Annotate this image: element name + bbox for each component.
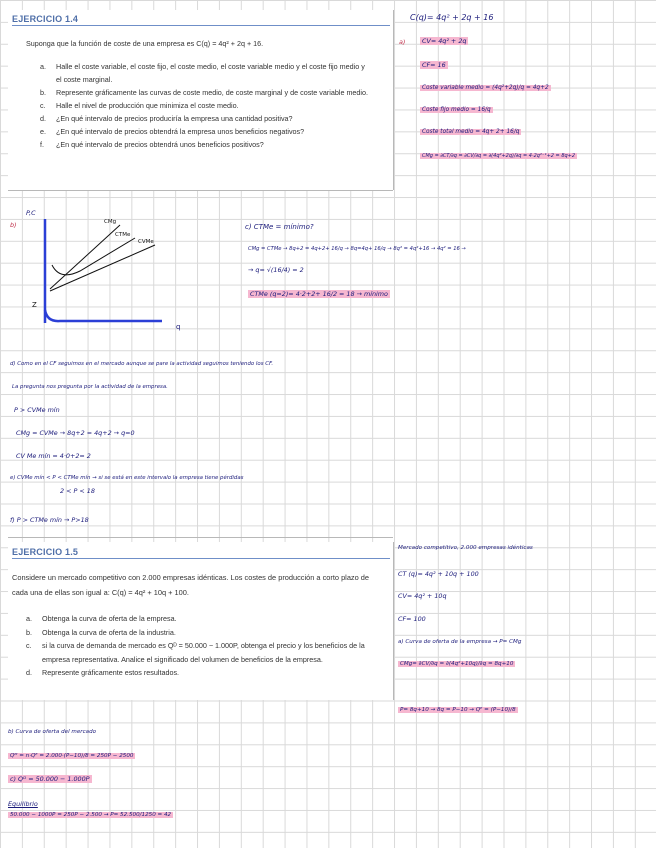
graph-b-label: b) — [10, 221, 17, 229]
ex15-item-a: a. Obtenga la curva de oferta de la empresa. — [26, 614, 177, 623]
ex14-right-rule — [393, 10, 394, 190]
ex15-top-rule — [8, 537, 393, 538]
notes14-cmg: CMg = ∂CT/∂q = ∂CV/∂q = ∂(4q²+2q)/∂q = 4·2q²⁻¹+2 = 8q+2 — [422, 153, 576, 159]
part-b15-title: b) Curva de oferta del mercado — [8, 729, 97, 735]
graph-x-label: q — [176, 323, 181, 331]
graph-cmg-label: CMg — [104, 219, 117, 225]
part-d-line2: La pregunta nos pregunta por la actividad de la empresa. — [12, 384, 168, 390]
x-axis — [45, 310, 162, 321]
notes15-p: P= 8q+10 → 8q = P−10 → Qᴱ = (P−10)/8 — [400, 707, 516, 713]
ex14-item-d: d. ¿En qué intervalo de precios produciría la empresa una cantidad positiva? — [40, 114, 293, 123]
part-e-line2: 2 < P < 18 — [60, 487, 95, 495]
graph-y-label: P,C — [26, 209, 36, 217]
ex15-item-c: c. si la curva de demanda de mercado es Qᴰ = 50.000 − 1.000P, obtenga el precio y los beneficios de la empresa representativa. Analice el significado del volumen de beneficios de la empresa. — [26, 641, 365, 664]
ex14-item-e: e. ¿En qué intervalo de precios obtendrá la empresa unos beneficios negativos? — [40, 127, 305, 136]
ex15-right-rule — [393, 542, 394, 700]
ex15-items — [26, 612, 371, 680]
cmg-curve — [50, 225, 120, 289]
ex14-intro: Suponga que la función de coste de una empresa es C(q) = 4q² + 2q + 16. — [26, 39, 264, 48]
ex14-item-c: c. Halle el nivel de producción que minimiza el coste medio. — [40, 101, 239, 110]
cvme-curve — [50, 245, 155, 291]
ex15-intro: Considere un mercado competitivo con 2.000 empresas idénticas. Los costes de producción a corto plazo de cada una de ellas son igual a: C(q) = 4q² + 10q + 100. — [12, 573, 370, 597]
notes14-ctme: Coste total medio = 4q+ 2+ 16/q — [422, 129, 520, 135]
notes14-cfme: Coste fijo medio = 16/q — [422, 107, 491, 113]
graph-z-label: Z — [32, 301, 37, 309]
notes14-cf: CF= 16 — [422, 61, 446, 69]
notes15-a: a) Curva de oferta de la empresa → P= CMg — [398, 639, 522, 645]
notes14-cvme: Coste variable medio = (4q²+2q)/q = 4q+2 — [422, 85, 549, 91]
equilibrio-title: Equilibrio — [8, 800, 38, 808]
ex14-item-f: f. ¿En qué intervalo de precios obtendrá unos beneficios positivos? — [40, 140, 264, 149]
ex14-item-a: a. Halle el coste variable, el coste fijo, el coste medio, el coste variable medio y el coste fijo medio y el coste marginal. — [40, 62, 365, 84]
part-c15-line1: c) Qᴰ = 50.000 − 1.000P — [10, 775, 90, 783]
part-d-line4: CMg = CVMe → 8q+2 = 4q+2 → q=0 — [16, 429, 135, 437]
ex15-item-d: d. Represente gráficamente estos resultados. — [26, 668, 180, 677]
part-c-line3: CTMe (q=2)= 4·2+2+ 16/2 = 18 → mínimo — [250, 290, 388, 298]
ctme-curve — [52, 238, 135, 275]
graph-cvme-label: CVMe — [138, 239, 154, 245]
ex15-title-rule — [12, 558, 390, 559]
part-d-line1: d) Como en el CF seguimos en el mercado aunque se pare la actividad seguimos teniendo los CF. — [10, 361, 274, 367]
notes15-ct: CT (q)= 4q² + 10q + 100 — [398, 570, 479, 578]
ex14-item-b: b. Represente gráficamente las curvas de coste medio, de coste marginal y de coste variable medio. — [40, 88, 369, 97]
part-d-line5: CV Me mín = 4·0+2= 2 — [16, 452, 91, 460]
notes15-title: Mercado competitivo, 2.000 empresas idénticas — [398, 545, 533, 551]
part-c-title: c) CTMe = mínimo? — [245, 223, 314, 231]
ex14-items — [40, 60, 370, 151]
cost-curves-graph — [20, 205, 200, 335]
part-c-line2: → q= √(16/4) = 2 — [248, 266, 304, 274]
ex14-bottom-rule — [8, 190, 393, 191]
ex15-item-b: b. Obtenga la curva de oferta de la industria. — [26, 627, 176, 637]
notes15-cmg: CMg= ∂CV/∂q = ∂(4q²+10q)/∂q = 8q+10 — [400, 661, 514, 667]
notes15-cf: CF= 100 — [398, 615, 426, 623]
part-f-line1: f) P > CTMe mín → P>18 — [10, 516, 89, 524]
ex14-title-rule — [12, 25, 390, 26]
graph-ctme-label: CTMe — [115, 232, 131, 238]
notes14-cost-fn: C(q)= 4q² + 2q + 16 — [410, 13, 494, 22]
notes14-a-label: a) — [399, 38, 406, 46]
notes15-cv: CV= 4q² + 10q — [398, 592, 447, 600]
part-d-line3: P > CVMe mín — [14, 406, 60, 414]
part-e-line1: e) CVMe mín < P < CTMe mín → si se está en este intervalo la empresa tiene pérdidas — [10, 475, 244, 481]
notes14-cv: CV= 4q² + 2q — [422, 37, 467, 45]
equilibrio-line1: 50.000 − 1000P = 250P − 2.500 → P= 52.500/1250 = 42 — [10, 812, 172, 818]
ex14-title: EJERCICIO 1.4 — [12, 14, 79, 24]
ex15-title: EJERCICIO 1.5 — [12, 547, 79, 557]
part-c-line1: CMg = CTMe → 8q+2 = 4q+2+ 16/q → 8q=4q+ 16/q → 8q² = 4q²+16 → 4q² = 16 → — [248, 246, 466, 252]
part-b15-line1: Qᴹ = n·Qᴱ = 2.000·(P−10)/8 = 250P − 2500 — [10, 753, 134, 759]
